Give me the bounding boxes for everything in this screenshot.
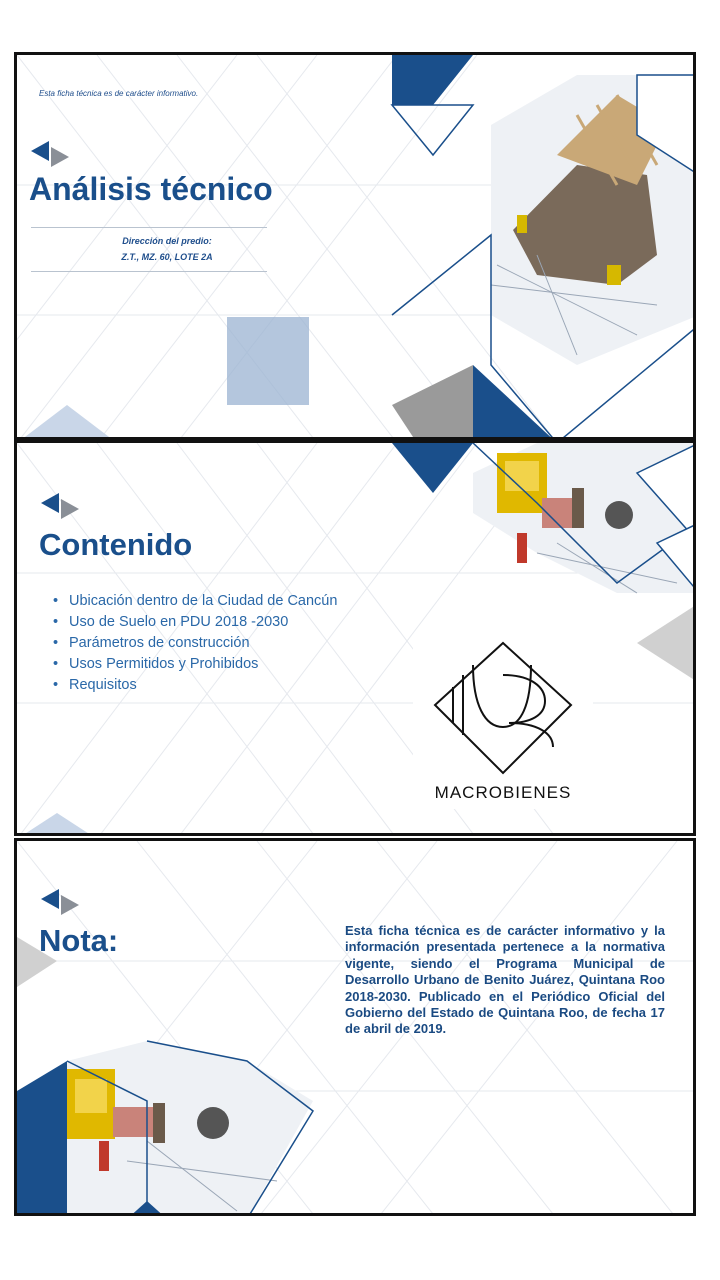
divider-bottom bbox=[31, 271, 267, 272]
construction-illustration bbox=[67, 1041, 313, 1216]
blue-triangle-top bbox=[392, 443, 473, 493]
light-blue-shape bbox=[227, 317, 309, 405]
arrow-icon bbox=[31, 141, 75, 169]
list-item: • Uso de Suelo en PDU 2018 -2030 bbox=[53, 614, 289, 630]
section-title: Nota: bbox=[39, 923, 119, 958]
logo-mark bbox=[413, 635, 593, 785]
list-item: • Usos Permitidos y Prohibidos bbox=[53, 656, 259, 672]
gray-triangle bbox=[637, 603, 696, 683]
note-body-text: Esta ficha técnica es de carácter informativo y la información presentada pertenece a la normativa vigente, siendo el Programa Municipal de Desarrollo Urbano de Benito Juárez, Quintana Roo 2018-2030. Publicado en el Periódico Oficial del Gobierno del Estado de Quintana Roo, de fecha 17 de abril de 2019. bbox=[345, 923, 665, 1037]
list-item: • Ubicación dentro de la Ciudad de Cancún bbox=[53, 593, 338, 609]
contents-list bbox=[53, 591, 337, 696]
arrow-icon bbox=[41, 493, 85, 521]
list-item: • Parámetros de construcción bbox=[53, 635, 250, 651]
slide-nota bbox=[14, 838, 696, 1216]
macrobienes-logo bbox=[413, 635, 593, 809]
section-title: Contenido bbox=[39, 527, 193, 562]
disclaimer-text: Esta ficha técnica es de carácter informativo. bbox=[39, 89, 199, 98]
corner-shape bbox=[17, 813, 97, 836]
divider-top bbox=[31, 227, 267, 228]
slide-analisis-tecnico bbox=[14, 52, 696, 440]
page-title: Análisis técnico bbox=[29, 171, 273, 207]
address-label: Dirección del predio: bbox=[122, 236, 212, 246]
address-value: Z.T., MZ. 60, LOTE 2A bbox=[121, 252, 213, 262]
blue-shape-left bbox=[17, 1061, 67, 1216]
logo-text: MACROBIENES bbox=[434, 783, 572, 802]
gray-triangle bbox=[392, 365, 473, 440]
corner-shape bbox=[17, 405, 117, 440]
blue-triangle-top bbox=[392, 55, 473, 105]
list-item: • Requisitos bbox=[53, 677, 137, 693]
slide-contenido bbox=[14, 440, 696, 836]
arrow-icon bbox=[41, 889, 85, 917]
